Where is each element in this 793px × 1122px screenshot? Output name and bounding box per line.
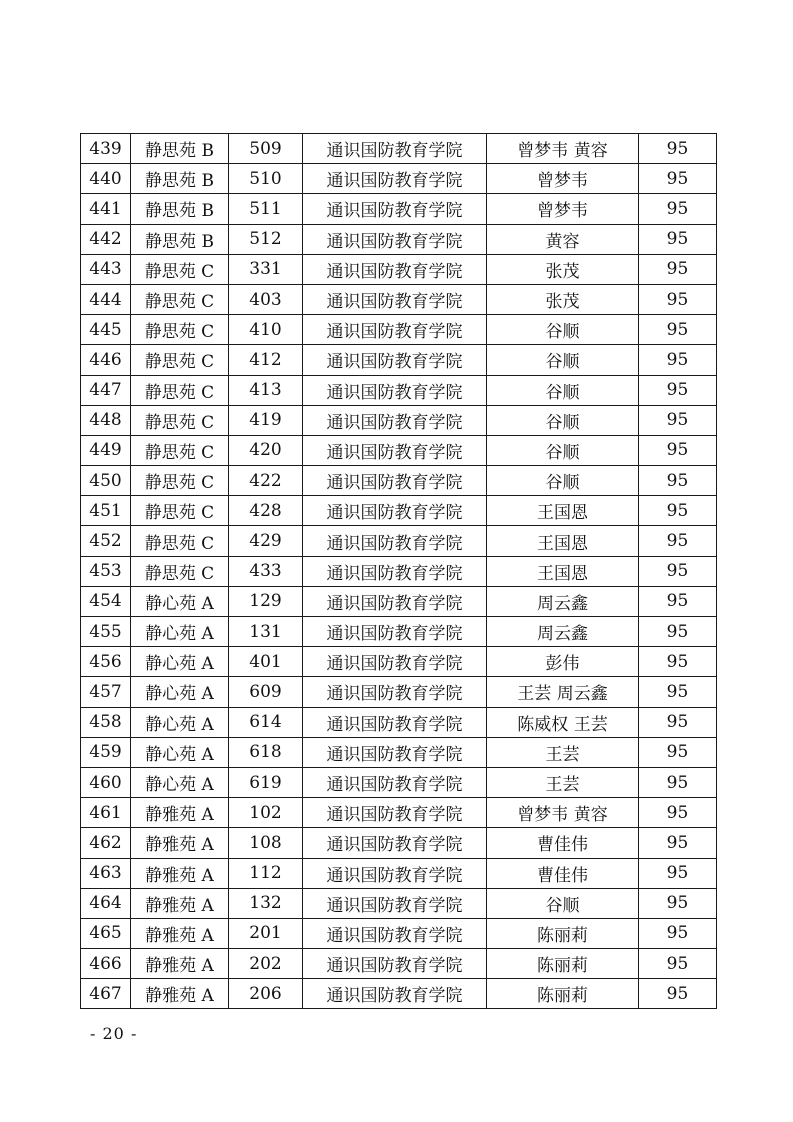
cell-names: 谷顺: [487, 466, 639, 496]
cell-number: 462: [81, 828, 131, 858]
cell-building: 静心苑 A: [131, 617, 229, 647]
cell-score: 95: [639, 345, 717, 375]
cell-college: 通识国防教育学院: [303, 345, 487, 375]
cell-number: 446: [81, 345, 131, 375]
cell-score: 95: [639, 707, 717, 737]
cell-building: 静雅苑 A: [131, 798, 229, 828]
cell-college: 通识国防教育学院: [303, 707, 487, 737]
dormitory-inspection-table: [80, 133, 717, 1009]
cell-college: 通识国防教育学院: [303, 798, 487, 828]
table-row: [81, 858, 717, 888]
cell-score: 95: [639, 858, 717, 888]
table-row: [81, 707, 717, 737]
table-row: [81, 677, 717, 707]
cell-building: 静思苑 C: [131, 466, 229, 496]
cell-building: 静思苑 C: [131, 375, 229, 405]
cell-names: 曹佳伟: [487, 858, 639, 888]
cell-score: 95: [639, 375, 717, 405]
table-row: [81, 798, 717, 828]
cell-room: 619: [229, 767, 303, 797]
cell-room: 412: [229, 345, 303, 375]
cell-college: 通识国防教育学院: [303, 617, 487, 647]
cell-names: 曾梦韦: [487, 194, 639, 224]
cell-room: 102: [229, 798, 303, 828]
cell-building: 静思苑 C: [131, 405, 229, 435]
cell-names: 王芸: [487, 767, 639, 797]
cell-room: 428: [229, 496, 303, 526]
cell-room: 510: [229, 164, 303, 194]
cell-room: 614: [229, 707, 303, 737]
table-row: [81, 949, 717, 979]
table-row: [81, 164, 717, 194]
table-row: [81, 617, 717, 647]
cell-names: 谷顺: [487, 375, 639, 405]
cell-building: 静雅苑 A: [131, 979, 229, 1009]
cell-building: 静思苑 C: [131, 345, 229, 375]
cell-room: 201: [229, 918, 303, 948]
table-row: [81, 405, 717, 435]
cell-college: 通识国防教育学院: [303, 466, 487, 496]
cell-score: 95: [639, 194, 717, 224]
cell-room: 202: [229, 949, 303, 979]
cell-score: 95: [639, 828, 717, 858]
cell-number: 466: [81, 949, 131, 979]
table-row: [81, 254, 717, 284]
cell-college: 通识国防教育学院: [303, 858, 487, 888]
cell-number: 465: [81, 918, 131, 948]
cell-number: 439: [81, 134, 131, 164]
cell-score: 95: [639, 284, 717, 314]
cell-room: 129: [229, 586, 303, 616]
cell-room: 403: [229, 284, 303, 314]
cell-room: 413: [229, 375, 303, 405]
cell-number: 454: [81, 586, 131, 616]
table-row: [81, 888, 717, 918]
cell-score: 95: [639, 888, 717, 918]
table-row: [81, 345, 717, 375]
cell-names: 王国恩: [487, 496, 639, 526]
cell-college: 通识国防教育学院: [303, 556, 487, 586]
cell-building: 静思苑 B: [131, 194, 229, 224]
cell-college: 通识国防教育学院: [303, 224, 487, 254]
cell-college: 通识国防教育学院: [303, 586, 487, 616]
cell-number: 443: [81, 254, 131, 284]
cell-names: 谷顺: [487, 435, 639, 465]
cell-score: 95: [639, 798, 717, 828]
cell-score: 95: [639, 647, 717, 677]
cell-score: 95: [639, 405, 717, 435]
cell-college: 通识国防教育学院: [303, 254, 487, 284]
cell-score: 95: [639, 918, 717, 948]
cell-number: 457: [81, 677, 131, 707]
cell-college: 通识国防教育学院: [303, 767, 487, 797]
cell-room: 512: [229, 224, 303, 254]
cell-college: 通识国防教育学院: [303, 677, 487, 707]
cell-room: 108: [229, 828, 303, 858]
cell-number: 449: [81, 435, 131, 465]
cell-names: 周云鑫: [487, 617, 639, 647]
cell-number: 440: [81, 164, 131, 194]
cell-names: 曾梦韦 黄容: [487, 798, 639, 828]
cell-room: 401: [229, 647, 303, 677]
cell-building: 静心苑 A: [131, 586, 229, 616]
cell-college: 通识国防教育学院: [303, 828, 487, 858]
cell-room: 410: [229, 315, 303, 345]
cell-names: 张茂: [487, 284, 639, 314]
table-row: [81, 767, 717, 797]
cell-room: 433: [229, 556, 303, 586]
cell-room: 331: [229, 254, 303, 284]
cell-room: 509: [229, 134, 303, 164]
cell-names: 张茂: [487, 254, 639, 284]
cell-room: 112: [229, 858, 303, 888]
cell-number: 467: [81, 979, 131, 1009]
cell-college: 通识国防教育学院: [303, 435, 487, 465]
cell-building: 静思苑 B: [131, 134, 229, 164]
cell-college: 通识国防教育学院: [303, 737, 487, 767]
cell-score: 95: [639, 556, 717, 586]
cell-number: 463: [81, 858, 131, 888]
cell-names: 谷顺: [487, 405, 639, 435]
cell-number: 458: [81, 707, 131, 737]
cell-building: 静思苑 B: [131, 164, 229, 194]
cell-college: 通识国防教育学院: [303, 888, 487, 918]
table-row: [81, 737, 717, 767]
cell-room: 618: [229, 737, 303, 767]
cell-names: 王国恩: [487, 556, 639, 586]
cell-college: 通识国防教育学院: [303, 405, 487, 435]
cell-college: 通识国防教育学院: [303, 194, 487, 224]
cell-building: 静思苑 C: [131, 435, 229, 465]
cell-room: 132: [229, 888, 303, 918]
cell-room: 419: [229, 405, 303, 435]
cell-score: 95: [639, 767, 717, 797]
cell-college: 通识国防教育学院: [303, 979, 487, 1009]
cell-college: 通识国防教育学院: [303, 164, 487, 194]
cell-score: 95: [639, 134, 717, 164]
table-row: [81, 979, 717, 1009]
table-row: [81, 134, 717, 164]
cell-building: 静思苑 C: [131, 254, 229, 284]
table-row: [81, 284, 717, 314]
cell-college: 通识国防教育学院: [303, 284, 487, 314]
table-row: [81, 526, 717, 556]
cell-college: 通识国防教育学院: [303, 496, 487, 526]
table-row: [81, 647, 717, 677]
cell-building: 静雅苑 A: [131, 949, 229, 979]
cell-college: 通识国防教育学院: [303, 647, 487, 677]
cell-college: 通识国防教育学院: [303, 526, 487, 556]
cell-score: 95: [639, 466, 717, 496]
table-body: [81, 134, 717, 1009]
cell-building: 静思苑 C: [131, 526, 229, 556]
cell-room: 511: [229, 194, 303, 224]
cell-number: 464: [81, 888, 131, 918]
cell-score: 95: [639, 254, 717, 284]
cell-room: 420: [229, 435, 303, 465]
table-row: [81, 224, 717, 254]
cell-names: 曾梦韦 黄容: [487, 134, 639, 164]
cell-score: 95: [639, 617, 717, 647]
cell-names: 谷顺: [487, 888, 639, 918]
table-row: [81, 556, 717, 586]
cell-building: 静雅苑 A: [131, 888, 229, 918]
cell-number: 456: [81, 647, 131, 677]
cell-score: 95: [639, 164, 717, 194]
cell-building: 静心苑 A: [131, 707, 229, 737]
table-row: [81, 375, 717, 405]
cell-names: 谷顺: [487, 345, 639, 375]
cell-number: 451: [81, 496, 131, 526]
cell-building: 静思苑 C: [131, 284, 229, 314]
cell-score: 95: [639, 224, 717, 254]
cell-college: 通识国防教育学院: [303, 949, 487, 979]
cell-college: 通识国防教育学院: [303, 918, 487, 948]
table-row: [81, 828, 717, 858]
cell-building: 静雅苑 A: [131, 828, 229, 858]
cell-college: 通识国防教育学院: [303, 134, 487, 164]
cell-number: 444: [81, 284, 131, 314]
cell-building: 静心苑 A: [131, 677, 229, 707]
cell-score: 95: [639, 315, 717, 345]
cell-number: 441: [81, 194, 131, 224]
cell-number: 459: [81, 737, 131, 767]
cell-names: 陈丽莉: [487, 949, 639, 979]
cell-building: 静心苑 A: [131, 767, 229, 797]
cell-score: 95: [639, 949, 717, 979]
cell-college: 通识国防教育学院: [303, 375, 487, 405]
cell-number: 452: [81, 526, 131, 556]
cell-number: 455: [81, 617, 131, 647]
table-row: [81, 496, 717, 526]
cell-score: 95: [639, 526, 717, 556]
cell-names: 王国恩: [487, 526, 639, 556]
cell-number: 453: [81, 556, 131, 586]
cell-number: 460: [81, 767, 131, 797]
cell-names: 王芸: [487, 737, 639, 767]
cell-names: 王芸 周云鑫: [487, 677, 639, 707]
table-row: [81, 435, 717, 465]
cell-room: 609: [229, 677, 303, 707]
cell-names: 陈丽莉: [487, 918, 639, 948]
table-row: [81, 194, 717, 224]
cell-building: 静思苑 C: [131, 496, 229, 526]
table-row: [81, 586, 717, 616]
cell-building: 静心苑 A: [131, 737, 229, 767]
cell-number: 442: [81, 224, 131, 254]
cell-names: 周云鑫: [487, 586, 639, 616]
cell-score: 95: [639, 435, 717, 465]
cell-score: 95: [639, 677, 717, 707]
cell-building: 静雅苑 A: [131, 918, 229, 948]
page-number: - 20 -: [90, 1024, 138, 1043]
cell-score: 95: [639, 586, 717, 616]
table-row: [81, 466, 717, 496]
cell-building: 静思苑 C: [131, 315, 229, 345]
cell-names: 黄容: [487, 224, 639, 254]
cell-room: 206: [229, 979, 303, 1009]
cell-names: 陈威权 王芸: [487, 707, 639, 737]
cell-room: 429: [229, 526, 303, 556]
table-row: [81, 315, 717, 345]
cell-building: 静心苑 A: [131, 647, 229, 677]
cell-number: 447: [81, 375, 131, 405]
cell-building: 静雅苑 A: [131, 858, 229, 888]
cell-number: 445: [81, 315, 131, 345]
cell-names: 谷顺: [487, 315, 639, 345]
cell-number: 448: [81, 405, 131, 435]
cell-score: 95: [639, 496, 717, 526]
cell-college: 通识国防教育学院: [303, 315, 487, 345]
cell-score: 95: [639, 979, 717, 1009]
cell-number: 461: [81, 798, 131, 828]
cell-room: 131: [229, 617, 303, 647]
cell-number: 450: [81, 466, 131, 496]
cell-names: 陈丽莉: [487, 979, 639, 1009]
cell-names: 曹佳伟: [487, 828, 639, 858]
cell-building: 静思苑 C: [131, 556, 229, 586]
cell-names: 彭伟: [487, 647, 639, 677]
cell-score: 95: [639, 737, 717, 767]
cell-building: 静思苑 B: [131, 224, 229, 254]
cell-room: 422: [229, 466, 303, 496]
table-row: [81, 918, 717, 948]
cell-names: 曾梦韦: [487, 164, 639, 194]
